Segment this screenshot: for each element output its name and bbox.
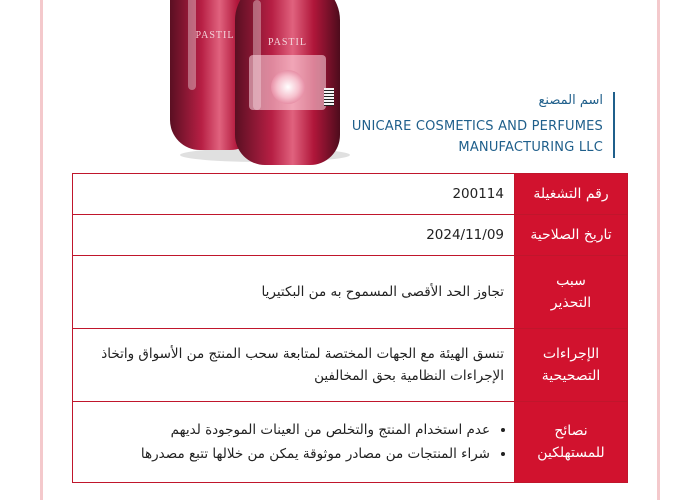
page-frame-right (657, 0, 660, 500)
consumer-advice-key-line1: نصائح (554, 423, 588, 439)
table-row-batch (73, 174, 628, 215)
table-row-reason (73, 256, 628, 329)
table-row-expiry (73, 215, 628, 256)
footer-cropped-text (92, 492, 292, 500)
advice-item: • عدم استخدام المنتج والتخلص من العينات الموجودة لديهم (83, 418, 490, 442)
consumer-advice-key (515, 402, 628, 483)
manufacturer-name-line2: MANUFACTURING LLC (458, 140, 603, 155)
recall-info-table (72, 173, 628, 483)
bottle-brand-label: PASTIL (195, 30, 235, 41)
corrective-actions-key (515, 329, 628, 402)
corrective-actions-key-line2: التصحيحية (541, 368, 601, 384)
corrective-actions-value: تنسق الهيئة مع الجهات المختصة لمتابعة سحب المنتج من الأسواق واتخاذ الإجراءات النظامية بحق المخالفين (73, 329, 515, 402)
batch-number-value: 200114 (73, 174, 515, 215)
consumer-advice-value (73, 402, 515, 483)
manufacturer-name (273, 116, 603, 158)
bottle-brand-label: PASTIL (268, 37, 307, 48)
manufacturer-label: اسم المصنع (538, 93, 603, 108)
bottle-shine (188, 0, 196, 90)
warning-reason-value: تجاوز الحد الأقصى المسموح به من البكتيريا (73, 256, 515, 329)
page-frame-left (40, 0, 43, 500)
table-row-actions (73, 329, 628, 402)
expiry-date-key: تاريخ الصلاحية (515, 215, 628, 256)
advice-item: • شراء المنتجات من مصادر موثوقة يمكن من خلالها تتبع مصدرها (83, 442, 490, 466)
warning-reason-key-line1: سبب (556, 273, 586, 289)
table-row-advice (73, 402, 628, 483)
advice-list (83, 418, 504, 466)
manufacturer-block (273, 92, 615, 158)
manufacturer-name-line1: UNICARE COSMETICS AND PERFUMES (351, 119, 603, 134)
warning-reason-key (515, 256, 628, 329)
consumer-advice-key-line2: للمستهلكين (537, 445, 605, 461)
warning-reason-key-line2: التحذير (550, 295, 592, 311)
expiry-date-value: 2024/11/09 (73, 215, 515, 256)
corrective-actions-key-line1: الإجراءات (542, 346, 600, 362)
batch-number-key: رقم التشغيلة (515, 174, 628, 215)
